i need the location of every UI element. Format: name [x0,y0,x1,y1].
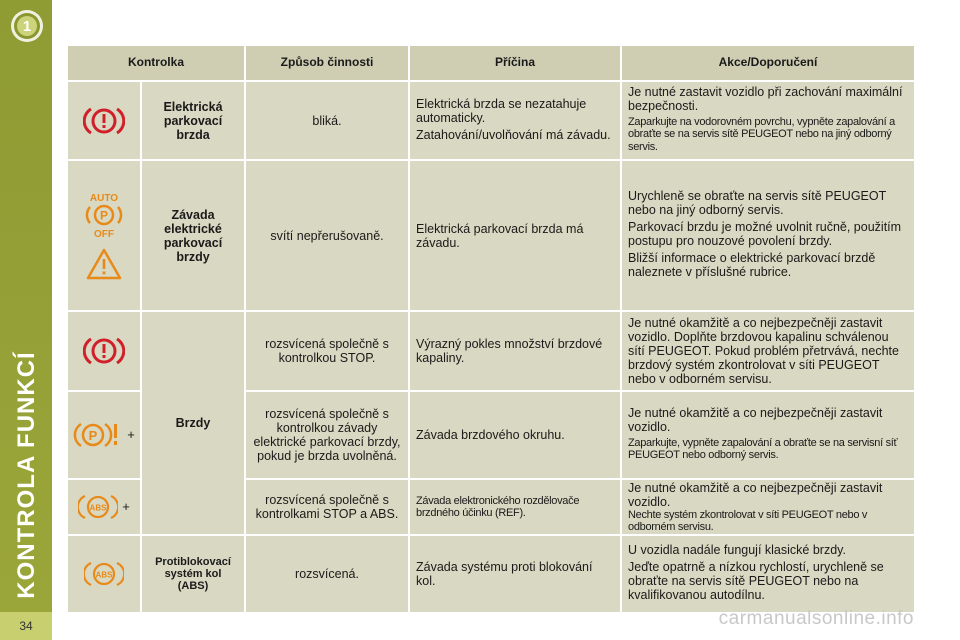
row5-action-2: Nechte systém zkontrolovat v síti PEUGEOT nebo v odborném servisu. [628,508,868,533]
row2-action [622,161,914,310]
row6-mode: rozsvícená. [246,536,408,612]
row4-cause: Závada brzdového okruhu. [410,392,620,478]
row6-action-1: U vozidla nadále fungují klasické brzdy. [628,543,846,557]
abs-icon [84,560,124,588]
row6-action [622,536,914,612]
brake-warning-icon [83,335,125,367]
row3-action: Je nutné okamžitě a co nejbezpečněji zastavit vozidlo. Doplňte brzdovou kapalinu schválenou sítí PEUGEOT. Pokud problém přetrvává, nechte brzdový systém zkontrolovat v síti PEUGEOT nebo v odborném servisu. [622,312,914,390]
row4-action [622,392,914,478]
row5-cause: Závada elektronického rozdělovače brzdného účinku (REF). [410,480,620,534]
icon-abs-text: ABS [89,503,107,513]
header-pricina: Příčina [410,46,620,80]
row1-cause [410,82,620,159]
icon-p-text: P [88,428,98,443]
brake-warning-icon [83,105,125,137]
row4-mode: rozsvícená společně s kontrolkou závady elektrické parkovací brzdy, pokud je brzda uvolněná. [246,392,408,478]
icon-abs-text: ABS [95,570,113,580]
parking-brake-fault-icon [73,420,123,450]
row2-action-3: Bližší informace o elektrické parkovací brzdě naleznete v příslušné rubrice. [628,251,876,279]
row2-action-2: Parkovací brzdu je možné uvolnit ručně, použitím postupu pro nouzové povolení brzdy. [628,220,902,248]
page-number: 34 [0,612,52,640]
row2-name: Závada elektrické parkovací brzdy [142,161,244,310]
header-kontrolka: Kontrolka [68,46,244,80]
row1-name: Elektrická parkovací brzda [142,82,244,159]
row6-name: Protiblokovací systém kol (ABS) [142,536,244,612]
chapter-number: 1 [22,18,32,35]
icon-p-text: P [99,208,109,222]
plus-sign: + [122,498,130,514]
icon-auto-text: AUTO [89,192,119,204]
row2-icon-cell [68,161,140,310]
row5-icon-cell [68,480,140,534]
row1-icon-cell [68,82,140,159]
row2-mode: svítí nepřerušovaně. [246,161,408,310]
icon-off-text: OFF [94,228,114,239]
row1-action-2: Zaparkujte na vodorovném povrchu, vypněte zapalování a obraťte se na servis sítě PEUGEOT nebo na jiný odborný servis. [628,116,895,153]
sidebar [0,0,52,640]
row3-mode: rozsvícená společně s kontrolkou STOP. [246,312,408,390]
row5-action [622,480,914,534]
auto-p-off-icon [79,191,129,239]
brakes-label: Brzdy [142,312,244,534]
row5-mode: rozsvícená společně s kontrolkami STOP a ABS. [246,480,408,534]
row1-cause-2: Zatahování/uvolňování má závadu. [416,127,611,142]
row5-action-1: Je nutné okamžitě a co nejbezpečněji zastavit vozidlo. [628,480,883,509]
abs-icon [78,493,118,521]
row1-cause-1: Elektrická brzda se nezatahuje automaticky. [416,96,587,125]
chapter-title [2,351,52,599]
row1-action-1: Je nutné zastavit vozidlo při zachování maximální bezpečnosti. [628,85,903,114]
row3-cause: Výrazný pokles množství brzdové kapaliny. [410,312,620,390]
row6-cause: Závada systému proti blokování kol. [410,536,620,612]
row2-cause: Elektrická parkovací brzda má závadu. [410,161,620,310]
chapter-title-text: KONTROLA FUNKCÍ [13,351,40,599]
row1-mode: bliká. [246,82,408,159]
row6-icon-cell [68,536,140,612]
row4-action-2: Zaparkujte, vypněte zapalování a obraťte se na servisní síť PEUGEOT nebo odborný servis. [628,436,898,461]
watermark: carmanualsonline.info [718,608,914,629]
row4-icon-cell [68,392,140,478]
row4-action-1: Je nutné okamžitě a co nejbezpečněji zastavit vozidlo. [628,405,883,434]
chapter-badge [10,9,44,43]
row3-icon-cell [68,312,140,390]
warning-triangle-icon [85,247,123,281]
row6-action-2: Jeďte opatrně a nízkou rychlostí, urychleně se obraťte na servis sítě PEUGEOT nebo na kvalifikovanou autodílnu. [628,560,884,602]
plus-sign: + [127,426,135,442]
row1-action [622,82,914,159]
warning-lights-table [68,46,914,612]
row2-action-1: Urychleně se obraťte na servis sítě PEUGEOT nebo na jiný odborný servis. [628,189,887,217]
header-akce: Akce/Doporučení [622,46,914,80]
header-zpusob: Způsob činnosti [246,46,408,80]
